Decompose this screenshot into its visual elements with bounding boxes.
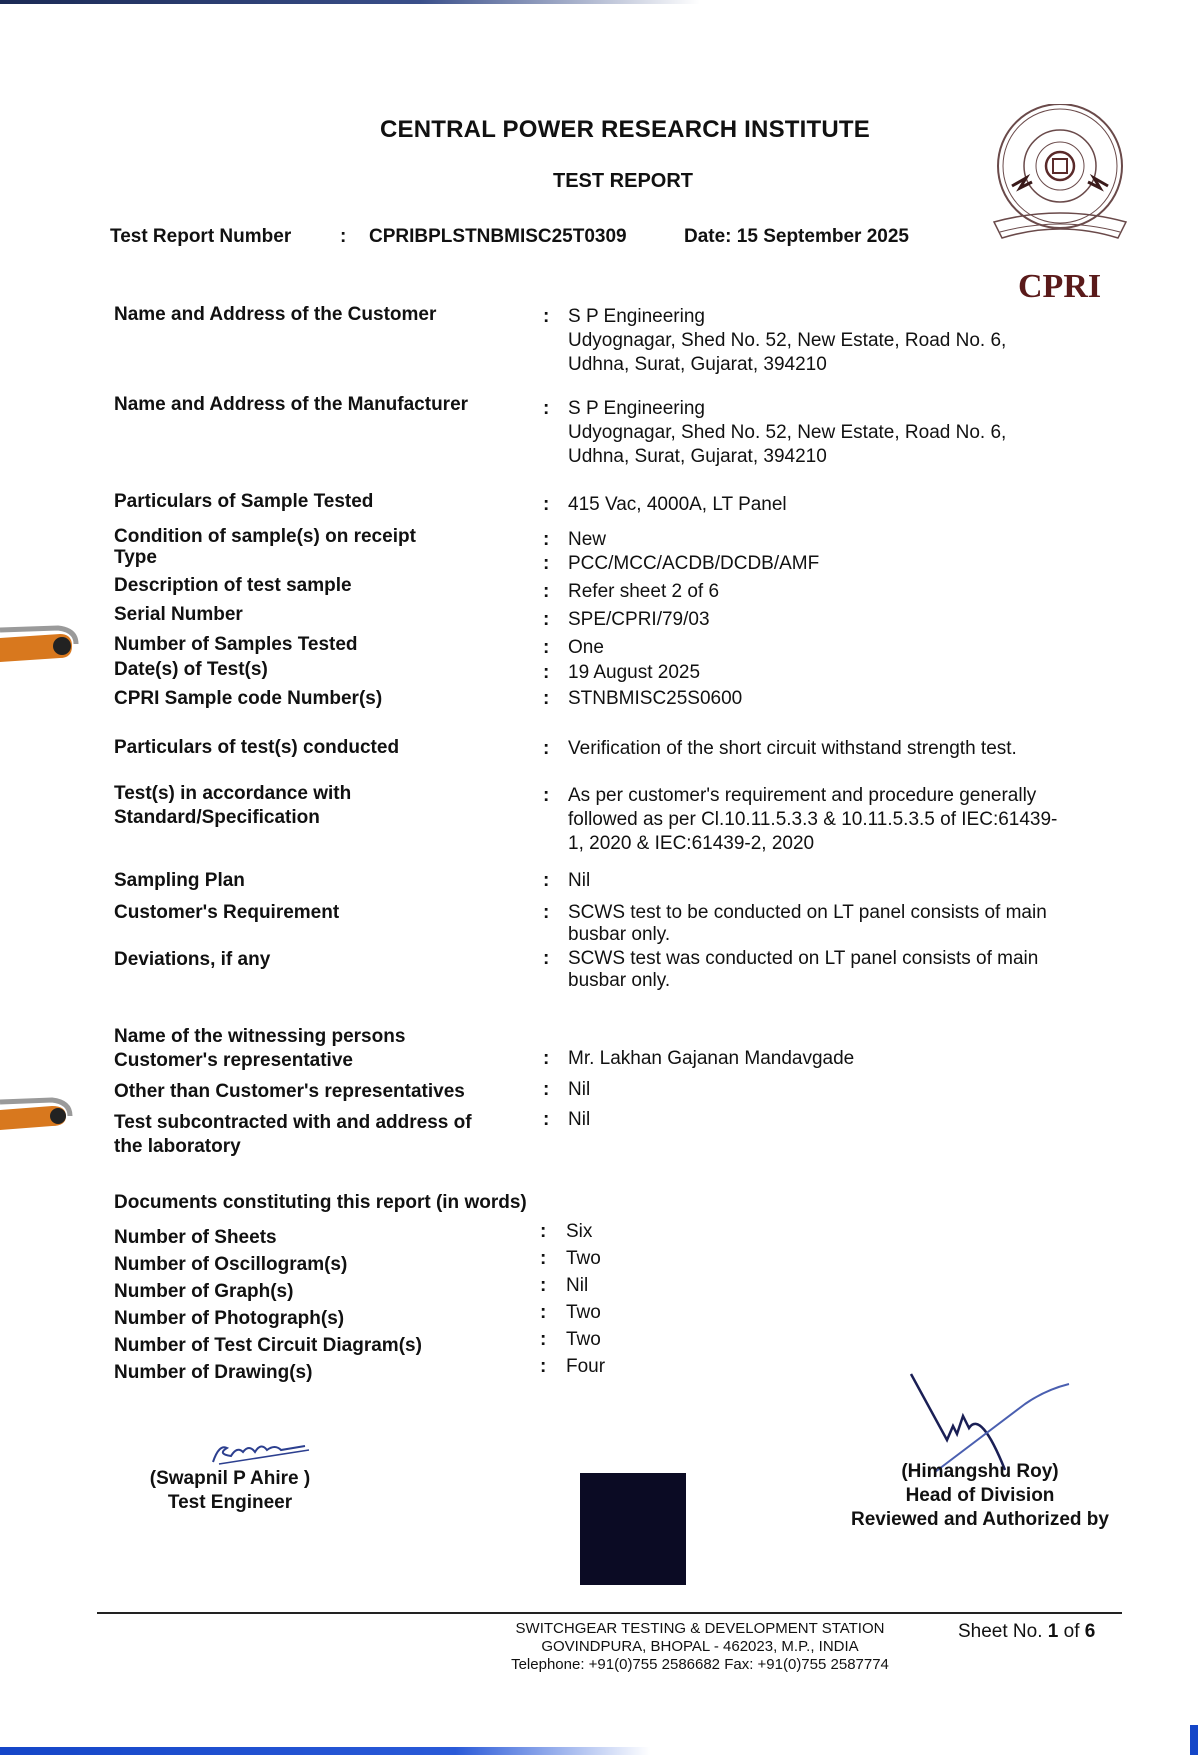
field-value: SCWS test was conducted on LT panel consists of main: [568, 948, 1039, 969]
cpri-logo-text: CPRI: [1018, 268, 1102, 305]
witness-heading: Name of the witnessing persons: [114, 1026, 406, 1047]
field-colon: :: [543, 581, 550, 602]
field-colon: :: [543, 948, 550, 969]
report-date: [684, 226, 909, 248]
field-value: 19 August 2025: [568, 662, 701, 683]
sheet-of: of: [1063, 1621, 1080, 1642]
field-value: 1, 2020 & IEC:61439-2, 2020: [568, 833, 815, 854]
field-label: Sampling Plan: [114, 870, 245, 891]
doc-label: Number of Test Circuit Diagram(s): [114, 1335, 422, 1356]
report-title: TEST REPORT: [553, 170, 694, 192]
doc-colon: :: [540, 1302, 547, 1323]
witness-label: Test subcontracted with and address of: [114, 1112, 472, 1133]
field-value: Refer sheet 2 of 6: [568, 581, 720, 602]
witness-label: Other than Customer's representatives: [114, 1081, 465, 1102]
field-colon: :: [543, 662, 550, 683]
field-colon: :: [543, 738, 550, 759]
scan-edge-corner: [1190, 1725, 1198, 1755]
field-label: Particulars of test(s) conducted: [114, 737, 400, 758]
field-value: SCWS test to be conducted on LT panel consists of main: [568, 902, 1047, 923]
field-value: Udhna, Surat, Gujarat, 394210: [568, 446, 827, 467]
doc-label: Number of Oscillogram(s): [114, 1254, 348, 1275]
doc-colon: :: [540, 1221, 547, 1242]
field-colon: :: [543, 902, 550, 923]
footer-station: SWITCHGEAR TESTING & DEVELOPMENT STATION: [515, 1620, 885, 1637]
field-value: 415 Vac, 4000A, LT Panel: [568, 494, 787, 515]
engineer-block: [120, 1467, 340, 1515]
footer-address: [470, 1620, 930, 1674]
field-colon: :: [543, 785, 550, 806]
field-value: One: [568, 637, 604, 658]
witness-label: Customer's representative: [114, 1050, 353, 1071]
field-value: followed as per Cl.10.11.5.3.3 & 10.11.5.3.5 of IEC:61439-: [568, 809, 1058, 830]
field-value: Udyognagar, Shed No. 52, New Estate, Road No. 6,: [568, 422, 1007, 443]
field-colon: :: [543, 637, 550, 658]
field-label: Name and Address of the Customer: [114, 304, 437, 325]
field-label: Condition of sample(s) on receipt: [114, 526, 416, 547]
institute-name: CENTRAL POWER RESEARCH INSTITUTE: [380, 116, 870, 143]
field-colon: :: [543, 688, 550, 709]
head-block: [830, 1460, 1130, 1532]
field-colon: :: [543, 609, 550, 630]
sheet-current: 1: [1047, 1621, 1059, 1642]
field-label: Test(s) in accordance with: [114, 783, 352, 804]
footer-contact: Telephone: +91(0)755 2586682 Fax: +91(0)755 2587774: [511, 1656, 889, 1673]
doc-label: Number of Photograph(s): [114, 1308, 345, 1329]
doc-value: Nil: [566, 1275, 589, 1296]
field-value: New: [568, 529, 607, 550]
field-label: Date(s) of Test(s): [114, 659, 268, 680]
doc-colon: :: [540, 1356, 547, 1377]
engineer-title: Test Engineer: [167, 1492, 293, 1513]
field-value: SPE/CPRI/79/03: [568, 609, 710, 630]
doc-label: Number of Sheets: [114, 1227, 277, 1248]
binder-clip-icon: [0, 1094, 110, 1149]
footer-divider: [97, 1612, 1122, 1614]
witness-value: Nil: [568, 1079, 591, 1100]
sheet-total: 6: [1084, 1621, 1096, 1642]
cpri-seal-logo: [990, 104, 1130, 254]
field-label: Serial Number: [114, 604, 243, 625]
doc-value: Four: [566, 1356, 606, 1377]
witness-value: Nil: [568, 1109, 591, 1130]
field-value: busbar only.: [568, 924, 671, 945]
sheet-number: [958, 1621, 1095, 1643]
field-colon: :: [543, 306, 550, 327]
doc-label: Number of Graph(s): [114, 1281, 294, 1302]
field-label: CPRI Sample code Number(s): [114, 688, 383, 709]
field-value: As per customer's requirement and procedure generally: [568, 785, 1037, 806]
field-colon: :: [543, 494, 550, 515]
report-number-label: Test Report Number: [110, 226, 292, 247]
head-name: (Himangshu Roy): [901, 1461, 1059, 1482]
doc-value: Two: [566, 1302, 601, 1323]
report-date-label: Date:: [684, 226, 732, 247]
scan-edge-top: [0, 0, 700, 4]
cpri-seal-icon: [990, 104, 1130, 254]
doc-label: Number of Drawing(s): [114, 1362, 313, 1383]
doc-colon: :: [540, 1329, 547, 1350]
field-label: Description of test sample: [114, 575, 352, 596]
field-label: Customer's Requirement: [114, 902, 340, 923]
field-value: STNBMISC25S0600: [568, 688, 743, 709]
field-label: Name and Address of the Manufacturer: [114, 394, 469, 415]
binder-clip-icon: [0, 618, 110, 673]
engineer-name: (Swapnil P Ahire ): [149, 1468, 311, 1489]
report-date-value: 15 September 2025: [736, 226, 909, 247]
field-value: Udyognagar, Shed No. 52, New Estate, Road No. 6,: [568, 330, 1007, 351]
field-colon: :: [543, 529, 550, 550]
witness-colon: :: [543, 1109, 550, 1130]
field-colon: :: [543, 870, 550, 891]
doc-colon: :: [540, 1248, 547, 1269]
field-colon: :: [543, 398, 550, 419]
field-value: Udhna, Surat, Gujarat, 394210: [568, 354, 827, 375]
doc-value: Six: [566, 1221, 593, 1242]
signature-scribble-icon: [205, 1432, 315, 1468]
field-label: Standard/Specification: [114, 807, 320, 828]
field-label: Number of Samples Tested: [114, 634, 358, 655]
report-number: CPRIBPLSTNBMISC25T0309: [369, 226, 627, 247]
witness-colon: :: [543, 1048, 550, 1069]
field-value: Verification of the short circuit withstand strength test.: [568, 738, 1017, 759]
field-value: PCC/MCC/ACDB/DCDB/AMF: [568, 553, 820, 574]
witness-label: the laboratory: [114, 1136, 241, 1157]
witness-colon: :: [543, 1079, 550, 1100]
doc-value: Two: [566, 1329, 601, 1350]
qr-code: [580, 1473, 686, 1585]
witness-value: Mr. Lakhan Gajanan Mandavgade: [568, 1048, 855, 1069]
scan-edge-bottom: [0, 1747, 650, 1755]
field-label: Particulars of Sample Tested: [114, 491, 374, 512]
head-title: Head of Division: [905, 1485, 1055, 1506]
field-label: Deviations, if any: [114, 949, 271, 970]
field-value: busbar only.: [568, 970, 671, 991]
field-label: Type: [114, 547, 157, 568]
doc-value: Two: [566, 1248, 601, 1269]
doc-colon: :: [540, 1275, 547, 1296]
report-number-colon: :: [340, 226, 347, 247]
head-role: Reviewed and Authorized by: [851, 1509, 1109, 1530]
documents-heading: Documents constituting this report (in words): [114, 1192, 527, 1213]
field-value: S P Engineering: [568, 398, 705, 419]
footer-location: GOVINDPURA, BHOPAL - 462023, M.P., INDIA: [541, 1638, 859, 1655]
field-value: S P Engineering: [568, 306, 705, 327]
field-value: Nil: [568, 870, 591, 891]
field-colon: :: [543, 553, 550, 574]
sheet-label: Sheet No.: [958, 1621, 1043, 1642]
